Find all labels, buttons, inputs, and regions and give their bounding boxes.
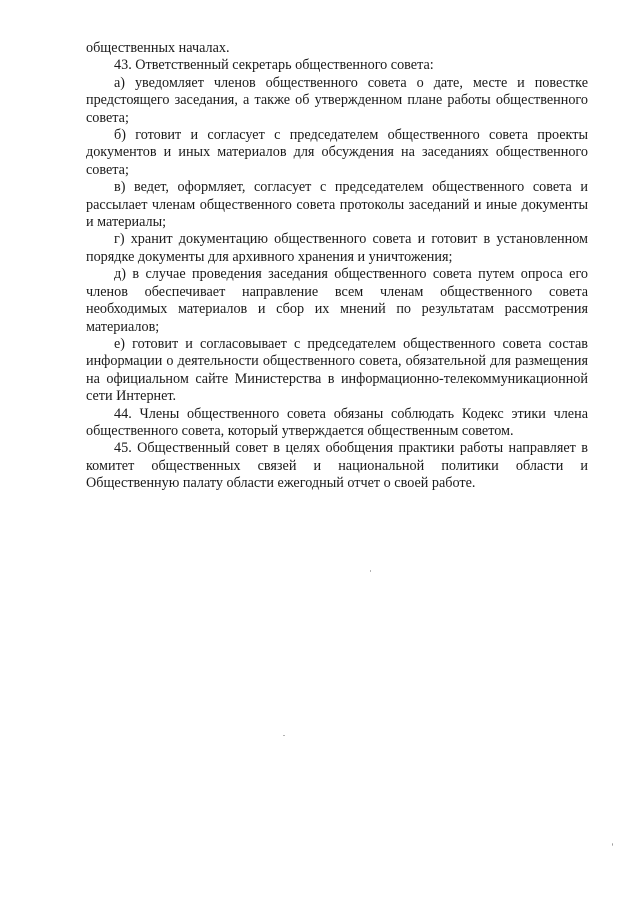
scan-speck <box>370 570 371 572</box>
paragraph-43-a: а) уведомляет членов общественного совета о дате, месте и повестке предстоящего заседания, а также об утвержденном плане работы общественного совета; <box>86 74 588 126</box>
paragraph-43-b: б) готовит и согласует с председателем общественного совета проекты документов и иных материалов для обсуждения на заседаниях общественного совета; <box>86 127 588 178</box>
scan-speck <box>612 843 613 846</box>
paragraph-continuation: общественных началах. <box>86 40 230 56</box>
document-body <box>86 40 588 493</box>
paragraph-43-e: е) готовит и согласовывает с председателем общественного совета состав информации о деятельности общественного совета, обязательной для размещения на официальном сайте Министерства в информационно-телекоммуникационной сети Интернет. <box>86 335 588 405</box>
paragraph-43-heading: 43. Ответственный секретарь общественного совета: <box>114 57 434 74</box>
scan-speck <box>283 735 285 736</box>
paragraph-43-g: г) хранит документацию общественного совета и готовит в установленном порядке документы для архивного хранения и уничтожения; <box>86 231 588 265</box>
paragraph-45: 45. Общественный совет в целях обобщения практики работы направляет в комитет общественных связей и национальной политики области и Общественную палату области ежегодный отчет о своей работе. <box>86 440 588 492</box>
paragraph-43-v: в) ведет, оформляет, согласует с председателем общественного совета и рассылает членам общественного совета протоколы заседаний и иные документы и материалы; <box>86 179 588 231</box>
paragraph-43-d: д) в случае проведения заседания общественного совета путем опроса его членов обеспечивает направление всем членам общественного совета необходимых материалов и сбор их мнений по результатам рассмотрения материалов; <box>86 266 588 335</box>
paragraph-44: 44. Члены общественного совета обязаны соблюдать Кодекс этики члена общественного совета, который утверждается общественным советом. <box>86 405 588 439</box>
